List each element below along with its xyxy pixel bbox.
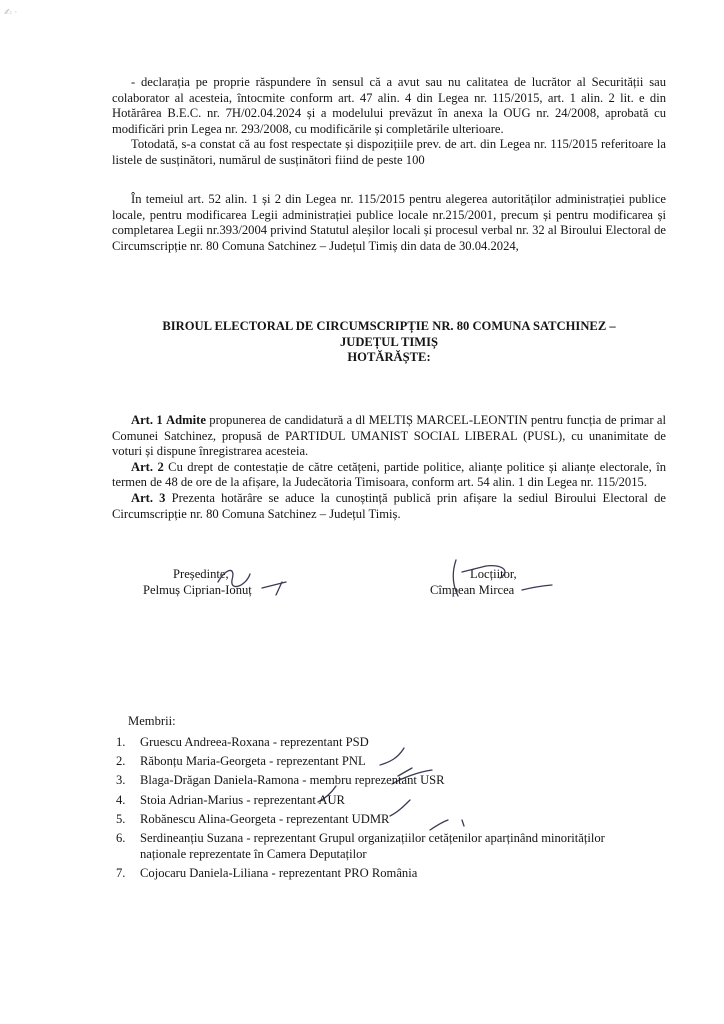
article-2-text: Cu drept de contestație de către cetățeni, partide politice, alianțe politice și alianțe electorale, în termen de 48 de ore de la afișare, la Judecătoria Timisoara, conform art. 54 alin. 1 din Legea nr. 115/2015.: [112, 459, 666, 490]
member-item: [112, 866, 652, 882]
member-text: Serdineanțiu Suzana - reprezentant Grupul organizațiilor cetățenilor aparținând minorităților naționale reprezentate în Camera Deputaților: [140, 830, 605, 861]
articles-section: [112, 413, 666, 522]
legal-basis-section: [112, 192, 666, 254]
declaration-paragraph: - declarația pe proprie răspundere în sensul că a avut sau nu calitatea de lucrător al Securității sau colaborator al acesteia, întocmite conform art. 47 alin. 4 din Legea nr. 115/2015, art. 1 alin. 2 lit. e din Hotărârea B.E.C. nr. 7H/02.04.2024 și a modelului prevăzut în anexa la OUG nr. 24/2008, aprobată cu modificări prin Legea nr. 293/2008, cu modificările și completările ulterioare.: [112, 75, 666, 136]
article-3-text: Prezenta hotărâre se aduce la cunoștință publică prin afișare la sediul Biroului Electoral de Circumscripție nr. 80 Comuna Satchinez – Județul Timiș.: [112, 490, 666, 521]
member-item: [112, 812, 652, 828]
member-number: 1.: [116, 735, 126, 749]
member-item: [112, 773, 652, 789]
article-3-label: Art. 3: [131, 490, 166, 505]
member-text: Robănescu Alina-Georgeta - reprezentant UDMR: [140, 811, 390, 826]
article-3: [112, 491, 666, 522]
member-number: 6.: [116, 830, 126, 845]
member-number: 4.: [116, 792, 126, 807]
member-number: 7.: [116, 865, 126, 880]
president-title: Președinte,: [173, 567, 229, 581]
supporters-paragraph: Totodată, s-a constat că au fost respectate și dispozițiile prev. de art. din Legea nr. 115/2015 referitoare la listele de susținători, numărul de susținători fiind de peste 100: [112, 137, 666, 167]
member-text: Gruescu Andreea-Roxana - reprezentant PSD: [140, 735, 369, 749]
heading-line-3: HOTĂRĂȘTE:: [347, 350, 431, 365]
deputy-name: Cîmpean Mircea: [430, 583, 515, 597]
member-text: Blaga-Drăgan Daniela-Ramona - membru reprezentant USR: [140, 773, 445, 788]
legal-basis-paragraph: În temeiul art. 52 alin. 1 și 2 din Legea nr. 115/2015 pentru alegerea autorităților administrației publice locale, pentru modificarea Legii administrației publice locale nr.215/2001, precum și pentru modificarea și completarea Legii nr.393/2004 privind Statutul aleșilor locali și procesul verbal nr. 32 al Biroului Electoral de Circumscripție nr. 80 Comuna Satchinez – Județul Timiș din data de 30.04.2024,: [112, 192, 666, 253]
member-number: 3.: [116, 773, 126, 788]
member-number: 5.: [116, 811, 126, 826]
heading-line-1: BIROUL ELECTORAL DE CIRCUMSCRIPȚIE NR. 80 COMUNA SATCHINEZ –: [162, 319, 616, 333]
member-item: [112, 754, 652, 770]
members-list: [112, 735, 652, 885]
decision-heading: [112, 319, 666, 366]
article-2-label: Art. 2: [131, 459, 164, 474]
member-text: Răbonțu Maria-Georgeta - reprezentant PNL: [140, 754, 366, 769]
article-1: [112, 413, 666, 460]
member-item: [112, 831, 652, 862]
article-2: [112, 460, 666, 491]
article-1-text: propunerea de candidatură a dl MELTIȘ MARCEL-LEONTIN pentru funcția de primar al Comunei Satchinez, propusă de PARTIDUL UMANIST SOCIAL LIBERAL (PUSL), cu unanimitate de voturi și dispune înregistrarea acesteia.: [112, 413, 666, 459]
member-item: [112, 793, 652, 809]
article-1-label: Art. 1: [131, 413, 163, 427]
heading-line-2: JUDEȚUL TIMIȘ: [339, 334, 439, 349]
deputy-title: Locțiitor,: [470, 567, 517, 581]
member-text: Stoia Adrian-Marius - reprezentant AUR: [140, 792, 345, 807]
member-item: [112, 735, 652, 751]
member-text: Cojocaru Daniela-Liliana - reprezentant PRO România: [140, 865, 418, 880]
corner-mark: ✍ ·: [4, 8, 18, 18]
president-name: Pelmuș Ciprian-Ionuț: [143, 583, 252, 597]
member-number: 2.: [116, 754, 126, 769]
intro-section: [112, 75, 666, 169]
members-title: Membrii:: [128, 714, 176, 728]
article-1-verb: Admite: [166, 413, 206, 427]
